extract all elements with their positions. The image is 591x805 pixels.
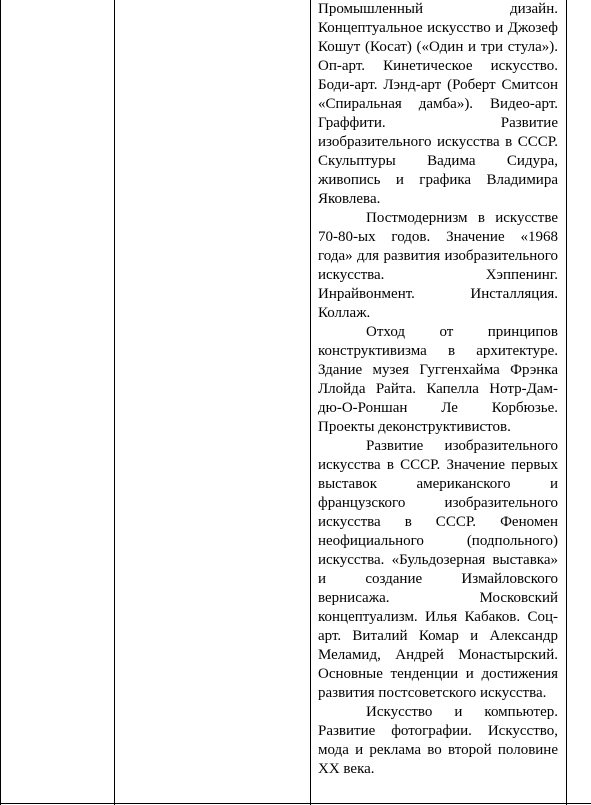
topic-paragraph: Искусство и компьютер. Развитие фотографии. Искусство, мода и реклама во второй половине XX века. [318,704,558,777]
topic-paragraph: Развитие изобразительного искусства в СССР. Значение первых выставок американского и французского изобразительного искусства в СССР. Феномен неофициального (подпольного) искусства. «Бульдозерная выставка» и создание Измайловского вернисажа. Московский концептуализм. Илья Кабаков. Соц-арт. Виталий Комар и Александр Меламид, Андрей Монастырский. Основные тенденции и достижения развития постсоветского искусства. [318,438,558,701]
table-row-bottom-border [0,803,591,804]
topic-paragraph: Промышленный дизайн. Концептуальное искусство и Джозеф Кошут (Косат) («Один и три стула»). Оп-арт. Кинетическое искусство. Боди-арт. Лэнд-арт (Роберт Смитсон «Спиральная дамба»). Видео-арт. Граффити. Развитие изобразительного искусства в СССР. Скульптуры Вадима Сидура, живопись и графика Владимира Яковлева. [318,1,558,207]
topics-cell [318,0,558,779]
table-column-divider-3 [566,0,567,805]
table-column-divider-1 [114,0,115,805]
topic-paragraph: Отход от принципов конструктивизма в архитектуре. Здание музея Гуггенхайма Фрэнка Ллойда Райта. Капелла Нотр-Дам-дю-О-Роншан Ле Корбюзье. Проекты деконструктивистов. [318,324,558,435]
table-border-left [0,0,1,805]
table-column-divider-2 [310,0,311,805]
topic-paragraph: Постмодернизм в искусстве 70-80-ых годов. Значение «1968 года» для развития изобразительного искусства. Хэппенинг. Инрайвонмент. Инсталляция. Коллаж. [318,210,558,321]
